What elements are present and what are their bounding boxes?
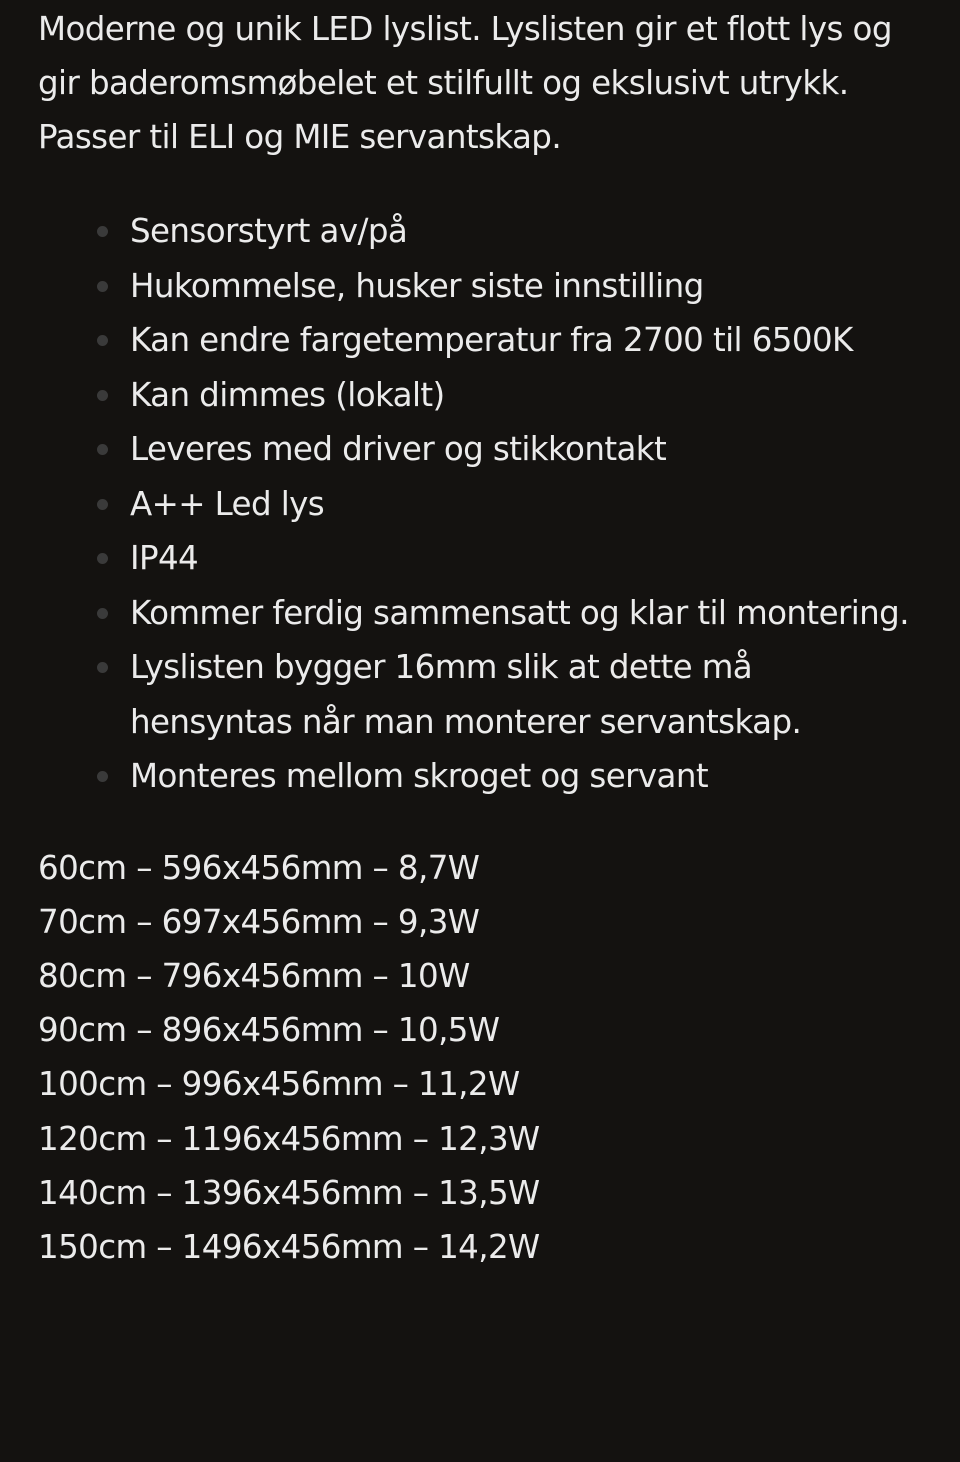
feature-list	[38, 204, 922, 804]
size-spec-line: 150cm – 1496x456mm – 14,2W	[38, 1227, 540, 1266]
feature-item	[130, 204, 922, 259]
feature-text: Lyslisten bygger 16mm slik at dette må hensyntas når man monterer servantskap.	[130, 648, 802, 741]
size-spec-line: 70cm – 697x456mm – 9,3W	[38, 902, 480, 941]
feature-item	[130, 586, 922, 641]
bullet-icon	[97, 771, 108, 782]
bullet-icon	[97, 390, 108, 401]
feature-item	[130, 313, 922, 368]
feature-text: A++ Led lys	[130, 484, 325, 523]
feature-item	[130, 368, 922, 423]
bullet-icon	[97, 335, 108, 346]
feature-item	[130, 422, 922, 477]
feature-item	[130, 531, 922, 586]
feature-text: Monteres mellom skroget og servant	[130, 757, 708, 795]
size-spec-line: 60cm – 596x456mm – 8,7W	[38, 848, 480, 887]
size-spec-line: 80cm – 796x456mm – 10W	[38, 956, 470, 995]
feature-text: Kan endre fargetemperatur fra 2700 til 6500K	[130, 321, 853, 359]
bullet-icon	[97, 499, 108, 510]
bullet-icon	[97, 608, 108, 619]
bullet-icon	[97, 281, 108, 292]
feature-item	[130, 477, 922, 532]
size-spec-line: 120cm – 1196x456mm – 12,3W	[38, 1119, 540, 1158]
feature-text: Leveres med driver og stikkontakt	[130, 430, 667, 468]
size-spec-line: 140cm – 1396x456mm – 13,5W	[38, 1173, 540, 1212]
bullet-icon	[97, 444, 108, 455]
size-spec-list	[38, 841, 922, 1275]
size-spec-line: 90cm – 896x456mm – 10,5W	[38, 1011, 500, 1050]
bullet-icon	[97, 553, 108, 564]
feature-text: IP44	[130, 539, 199, 577]
feature-item	[130, 640, 922, 749]
feature-item	[130, 749, 922, 804]
bullet-icon	[97, 226, 108, 237]
intro-paragraph: Moderne og unik LED lyslist. Lyslisten gir et flott lys og gir baderomsmøbelet et stilfullt og ekslusivt utrykk. Passer til ELI og MIE servantskap.	[38, 10, 892, 156]
size-spec-line: 100cm – 996x456mm – 11,2W	[38, 1065, 520, 1104]
feature-text: Sensorstyrt av/på	[130, 212, 408, 250]
feature-text: Hukommelse, husker siste innstilling	[130, 266, 704, 305]
feature-text: Kommer ferdig sammensatt og klar til montering.	[130, 593, 909, 632]
feature-text: Kan dimmes (lokalt)	[130, 375, 445, 414]
feature-item	[130, 259, 922, 314]
bullet-icon	[97, 662, 108, 673]
